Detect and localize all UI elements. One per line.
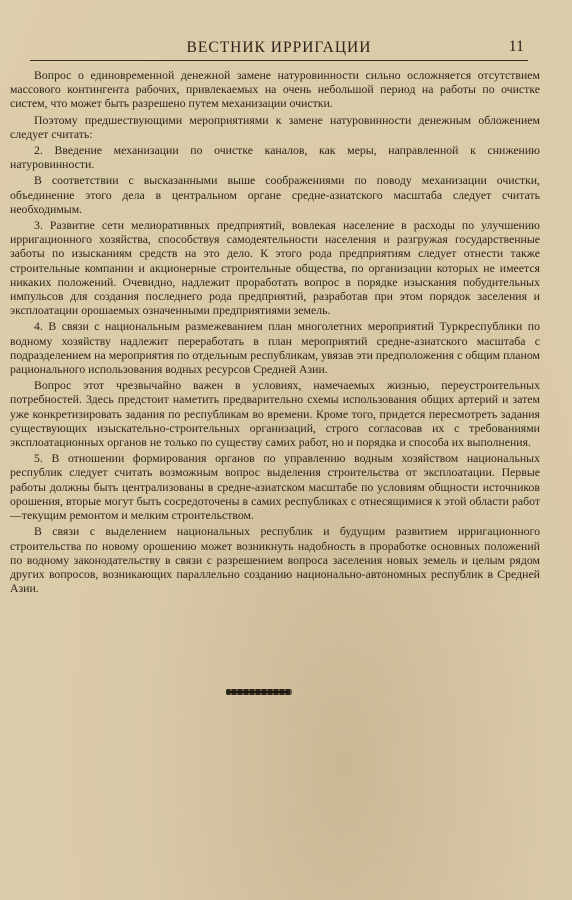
paragraph: 4. В связи с национальным размежеванием план многолетних мероприятий Туркреспублики по водному хозяйству надлежит переработать в план мероприятий средне-азиатского масштаба с подразделением на мероприятия по отдельным республикам, увязав эти предположения с общим планом рационального использования водных ресурсов Средней Азии.: [10, 319, 540, 377]
paragraph: 3. Развитие сети мелиоративных предприятий, вовлекая население в расходы по улучшению ирригационного хозяйства, способствуя самодеятельности населения и разгружая государственные заботы по изысканиям средств на это дело. К этого рода предприятиям следует отнести также строительные компании и акционерные строительные общества, по организации которых не имеется никаких положений. Очевидно, надлежит проработать вопрос в порядке изыскания побудительных импульсов для создания последнего рода предприятий, разработав при этом порядок заселения и эксплоатации орошаемых означенными предприятиями земель.: [10, 218, 540, 318]
article-body: [10, 68, 540, 597]
paragraph: Поэтому предшествующими мероприятиями к замене натуровинности денежным обложением следует считать:: [10, 112, 540, 141]
page-number: 11: [508, 38, 524, 55]
paragraph: 2. Введение механизации по очистке каналов, как меры, направленной к снижению натуровинности.: [10, 143, 540, 172]
paragraph: Вопрос о единовременной денежной замене натуровинности сильно осложняется отсутствием массового контингента рабочих, привлекаемых на очень небольшой период на работы по очистке систем, что может быть разрешено путем механизации очистки.: [10, 68, 540, 111]
paragraph: Вопрос этот чрезвычайно важен в условиях, намечаемых жизнью, переустроительных потребностей. Здесь предстоит наметить предварительно схемы использования общих артерий и затем уже конкретизировать задания по республикам во времени. Кроме того, придется пересмотреть задания существующих изыскательно-строительных организаций, строго согласовав их с требованиями эксплоатационных органов не только по существу самих работ, но и порядка и способа их выполнения.: [10, 378, 540, 450]
paragraph: 5. В отношении формирования органов по управлению водным хозяйством национальных республик следует считать возможным вопрос выделения строительства от эксплоатации. Первые работы должны быть централизованы в средне-азиатском масштабе по условиям общности источников орошения, вторые могут быть сосредоточены в самих республиках с отнесящимися к этой области работ—текущим ремонтом и мелким строительством.: [10, 451, 540, 523]
running-header: [30, 36, 528, 61]
paragraph: В связи с выделением национальных республик и будущим развитием ирригационного строительства по новому орошению может возникнуть надобность в проработке основных положений по водному законодательству в связи с разрешением вопроса заселения новых земель и целым рядом других вопросов, возникающих параллельно созданию национально-автономных республик в Средней Азии.: [10, 524, 540, 596]
end-ornament-divider: [226, 689, 292, 695]
journal-title: ВЕСТНИК ИРРИГАЦИИ: [186, 39, 372, 56]
paragraph: В соответствии с высказанными выше соображениями по поводу механизации очистки, объединение этого дела в центральном органе средне-азиатского масштаба следует считать необходимым.: [10, 173, 540, 216]
